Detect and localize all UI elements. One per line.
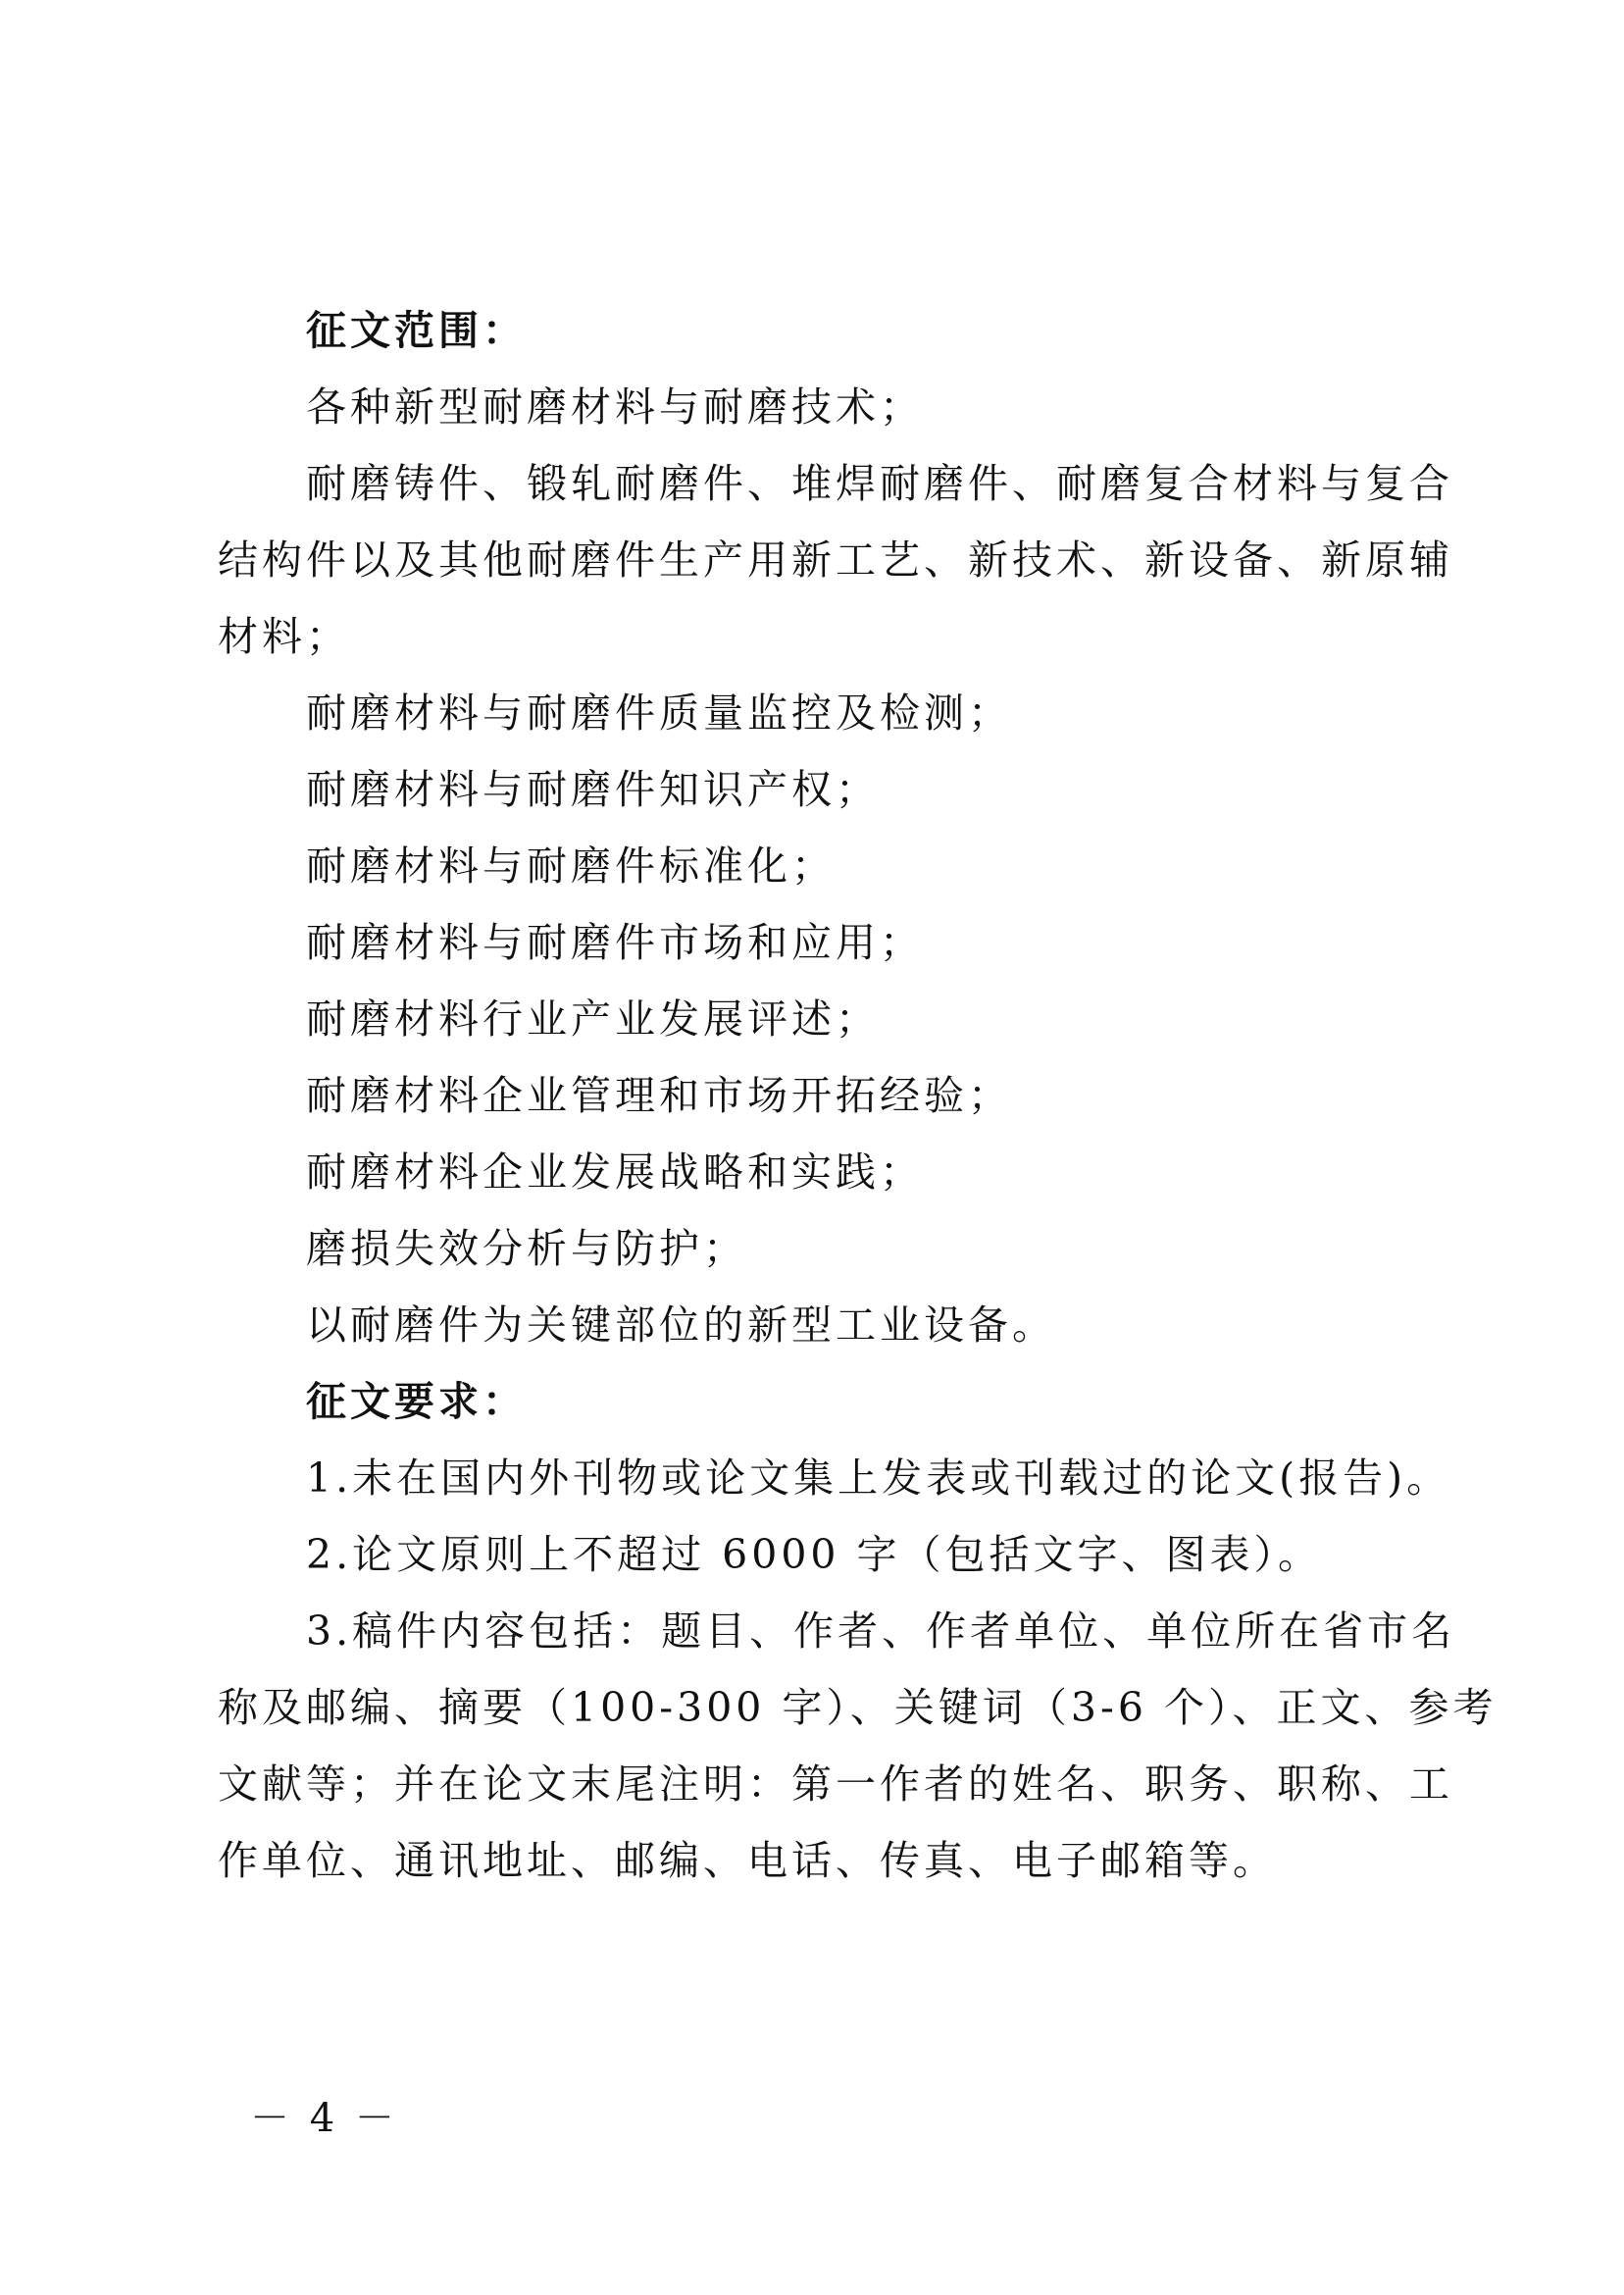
paragraph-line: 耐磨材料与耐磨件质量监控及检测； — [306, 689, 1012, 737]
paragraph-line: 2.论文原则上不超过 6000 字（包括文字、图表）。 — [306, 1531, 1323, 1578]
paragraph-line: 3.稿件内容包括：题目、作者、作者单位、单位所在省市名 — [306, 1607, 1456, 1655]
paragraph-line: 材料； — [218, 613, 350, 660]
paragraph-line: 各种新型耐磨材料与耐磨技术； — [306, 383, 924, 431]
section-heading-requirements: 征文要求： — [306, 1378, 527, 1425]
paragraph-line: 称及邮编、摘要（100-300 字）、关键词（3-6 个）、正文、参考 — [218, 1684, 1497, 1731]
paragraph-line: 耐磨铸件、锻轧耐磨件、堆焊耐磨件、耐磨复合材料与复合 — [306, 460, 1453, 507]
page-content — [218, 292, 1497, 1899]
paragraph-line: 磨损失效分析与防护； — [306, 1225, 747, 1272]
paragraph-line: 耐磨材料企业管理和市场开拓经验； — [306, 1072, 1012, 1119]
paragraph-line: 文献等；并在论文末尾注明：第一作者的姓名、职务、职称、工 — [218, 1760, 1453, 1808]
paragraph-line: 作单位、通讯地址、邮编、电话、传真、电子邮箱等。 — [218, 1837, 1277, 1884]
paragraph-line: 耐磨材料与耐磨件知识产权； — [306, 766, 880, 813]
paragraph-line: 耐磨材料企业发展战略和实践； — [306, 1148, 924, 1196]
paragraph-line: 以耐磨件为关键部位的新型工业设备。 — [306, 1301, 1056, 1349]
paragraph-line: 结构件以及其他耐磨件生产用新工艺、新技术、新设备、新原辅 — [218, 536, 1453, 584]
page-number: － 4 － — [250, 2096, 398, 2141]
section-heading-scope: 征文范围： — [306, 307, 527, 354]
paragraph-line: 耐磨材料行业产业发展评述； — [306, 995, 880, 1043]
paragraph-line: 1.未在国内外刊物或论文集上发表或刊载过的论文(报告)。 — [306, 1454, 1451, 1502]
paragraph-line: 耐磨材料与耐磨件标准化； — [306, 842, 836, 890]
paragraph-line: 耐磨材料与耐磨件市场和应用； — [306, 919, 924, 966]
